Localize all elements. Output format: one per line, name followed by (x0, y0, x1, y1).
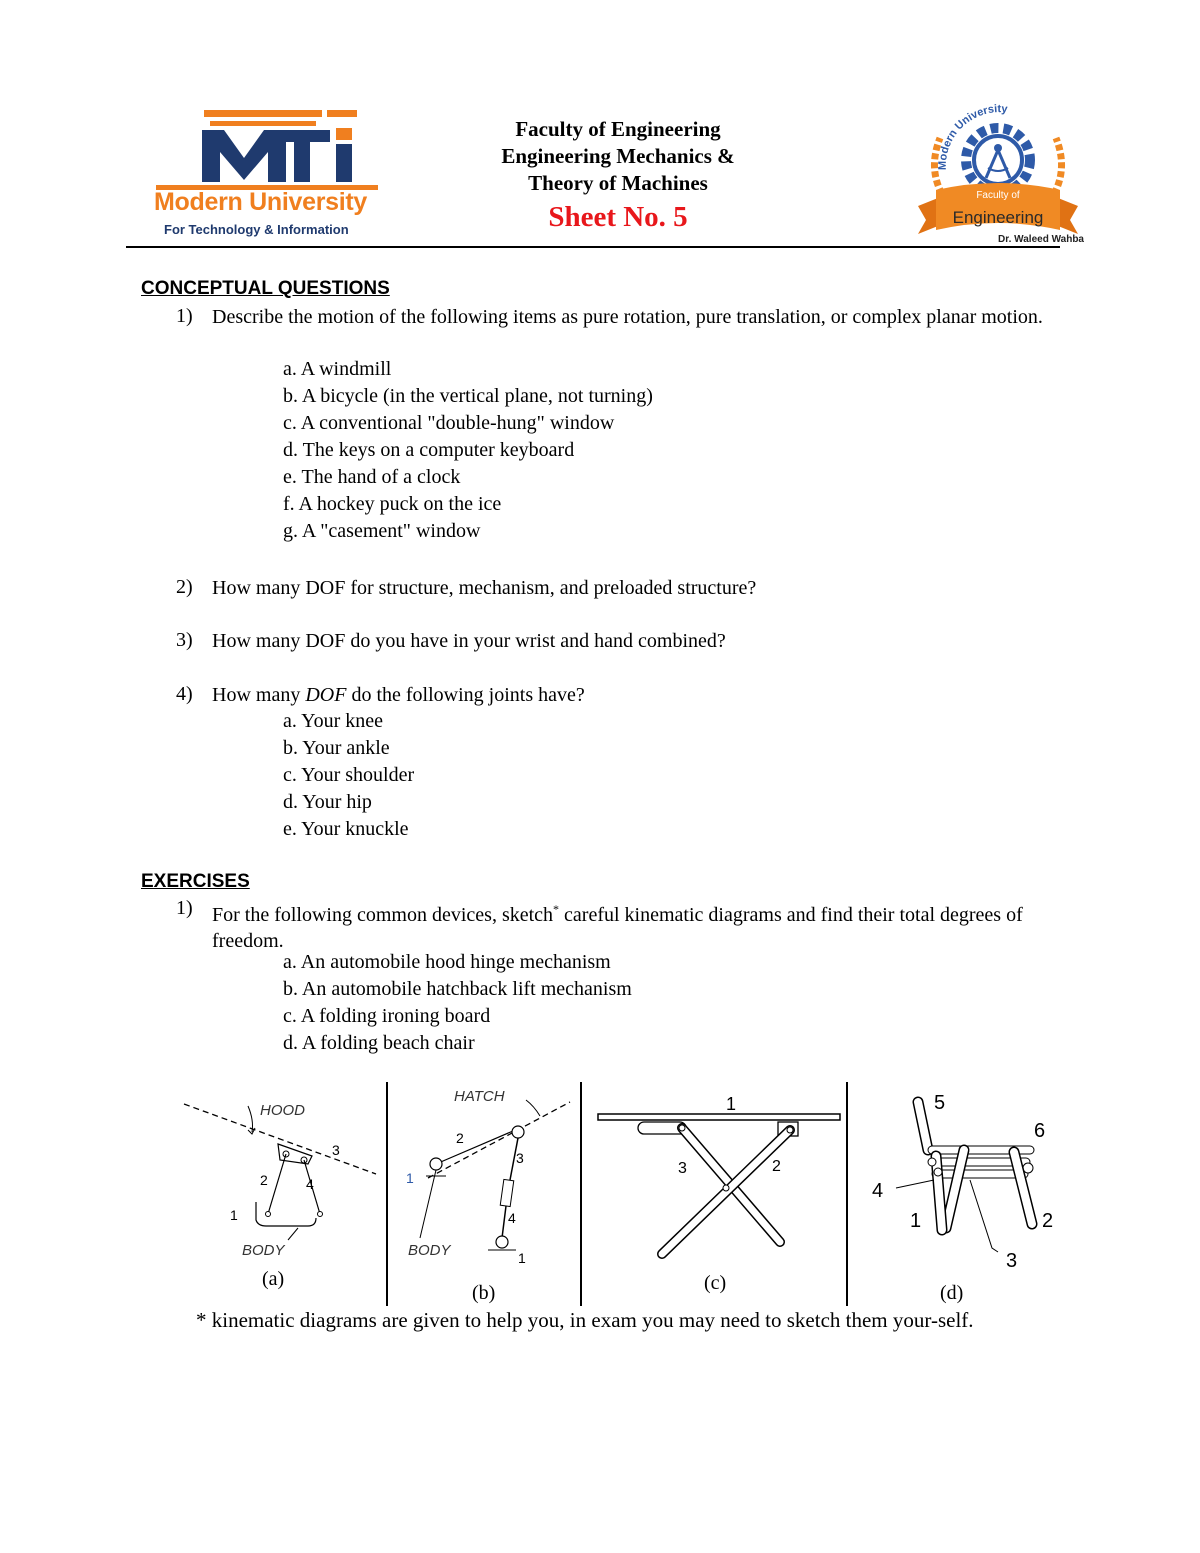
q4-text-pre: How many (212, 684, 306, 706)
ex1-asterisk: * (553, 902, 560, 916)
part-label: 3 (678, 1160, 687, 1177)
part-label: 3 (1006, 1250, 1018, 1272)
list-item: b. An automobile hatchback lift mechanism (283, 978, 632, 1000)
sheet-number: Sheet No. 5 (548, 201, 688, 233)
part-label: 2 (772, 1158, 781, 1175)
list-item: g. A "casement" window (283, 520, 481, 542)
body-label: BODY (242, 1242, 285, 1259)
list-item: b. Your ankle (283, 737, 390, 759)
hood-label: HOOD (260, 1102, 305, 1119)
part-label: 6 (1034, 1120, 1046, 1142)
part-label: 1 (910, 1210, 922, 1232)
part-label: 5 (934, 1092, 946, 1114)
link-label: 2 (260, 1172, 268, 1188)
logo-tagline: For Technology & Information (164, 222, 349, 237)
figure-divider (386, 1082, 388, 1306)
figure-divider (846, 1082, 848, 1306)
engineering-faculty-logo (912, 98, 1084, 248)
link-label: 4 (306, 1176, 314, 1192)
link-label: 3 (332, 1142, 340, 1158)
list-item: c. A conventional "double-hung" window (283, 412, 615, 434)
header-rule (126, 246, 1060, 248)
logo-university-name: Modern University (154, 188, 368, 216)
list-item: d. A folding beach chair (283, 1032, 475, 1054)
exercises-section-title: EXERCISES (141, 871, 250, 892)
q2-number: 2) (176, 576, 193, 598)
logo-author: Dr. Waleed Wahba (998, 234, 1084, 245)
figure-a-hood-hinge (180, 1090, 380, 1290)
figure-a-caption: (a) (262, 1268, 285, 1290)
list-item: a. A windmill (283, 358, 392, 380)
list-item: b. A bicycle (in the vertical plane, not turning) (283, 385, 653, 407)
ex1-text-post: careful kinematic diagrams and find their total degrees of freedom. (212, 904, 1023, 952)
q4-text-post: do the following joints have? (346, 684, 585, 706)
link-label: 4 (508, 1210, 516, 1226)
q4-number: 4) (176, 683, 193, 705)
link-label: 1 (518, 1250, 526, 1266)
ribbon-top-text: Faculty of (976, 190, 1020, 201)
figure-c-caption: (c) (704, 1272, 727, 1294)
list-item: d. Your hip (283, 791, 372, 813)
q4-text-emphasis: DOF (305, 684, 347, 706)
part-label: 2 (1042, 1210, 1054, 1232)
link-label: 1 (230, 1207, 238, 1223)
body-label: BODY (408, 1242, 451, 1259)
link-label: 2 (456, 1130, 464, 1146)
ribbon-main-text: Engineering (952, 208, 1044, 227)
q4-text (212, 682, 1062, 708)
list-item: d. The keys on a computer keyboard (283, 439, 575, 461)
part-label: 4 (872, 1180, 884, 1202)
ex1-number: 1) (176, 897, 193, 919)
q1-text: Describe the motion of the following items as pure rotation, pure translation, or complex planar motion. (212, 306, 1043, 328)
list-item: c. Your shoulder (283, 764, 415, 786)
link-label: 3 (516, 1150, 524, 1166)
faculty-title: Faculty of Engineering (515, 117, 721, 141)
hatch-label: HATCH (454, 1088, 505, 1105)
figure-b-hatchback (396, 1088, 576, 1270)
course-title-line1: Engineering Mechanics & (501, 144, 735, 168)
ex1-text (212, 896, 1062, 954)
list-item: a. Your knee (283, 710, 383, 732)
header-title-block (418, 116, 818, 235)
list-item: e. Your knuckle (283, 818, 409, 840)
figure-b-caption: (b) (472, 1282, 496, 1304)
q1-number: 1) (176, 305, 193, 327)
link-label: 1 (406, 1170, 414, 1186)
figure-d-beach-chair (866, 1090, 1066, 1280)
q3-number: 3) (176, 629, 193, 651)
footnote: * kinematic diagrams are given to help you, in exam you may need to sketch them your-self. (196, 1308, 974, 1332)
list-item: a. An automobile hood hinge mechanism (283, 951, 611, 973)
course-title-line2: Theory of Machines (528, 171, 708, 195)
figure-divider (580, 1082, 582, 1306)
figure-c-ironing-board (594, 1092, 844, 1268)
list-item: c. A folding ironing board (283, 1005, 491, 1027)
part-label: 1 (726, 1094, 737, 1114)
q2-text: How many DOF for structure, mechanism, and preloaded structure? (212, 577, 757, 599)
conceptual-section-title: CONCEPTUAL QUESTIONS (141, 278, 390, 299)
logo-arc-text: Modern University (936, 103, 1008, 171)
list-item: e. The hand of a clock (283, 466, 461, 488)
mti-logo (152, 106, 382, 246)
figure-d-caption: (d) (940, 1282, 964, 1304)
q3-text: How many DOF do you have in your wrist and hand combined? (212, 630, 726, 652)
list-item: f. A hockey puck on the ice (283, 493, 502, 515)
ex1-text-pre: For the following common devices, sketch (212, 904, 554, 926)
